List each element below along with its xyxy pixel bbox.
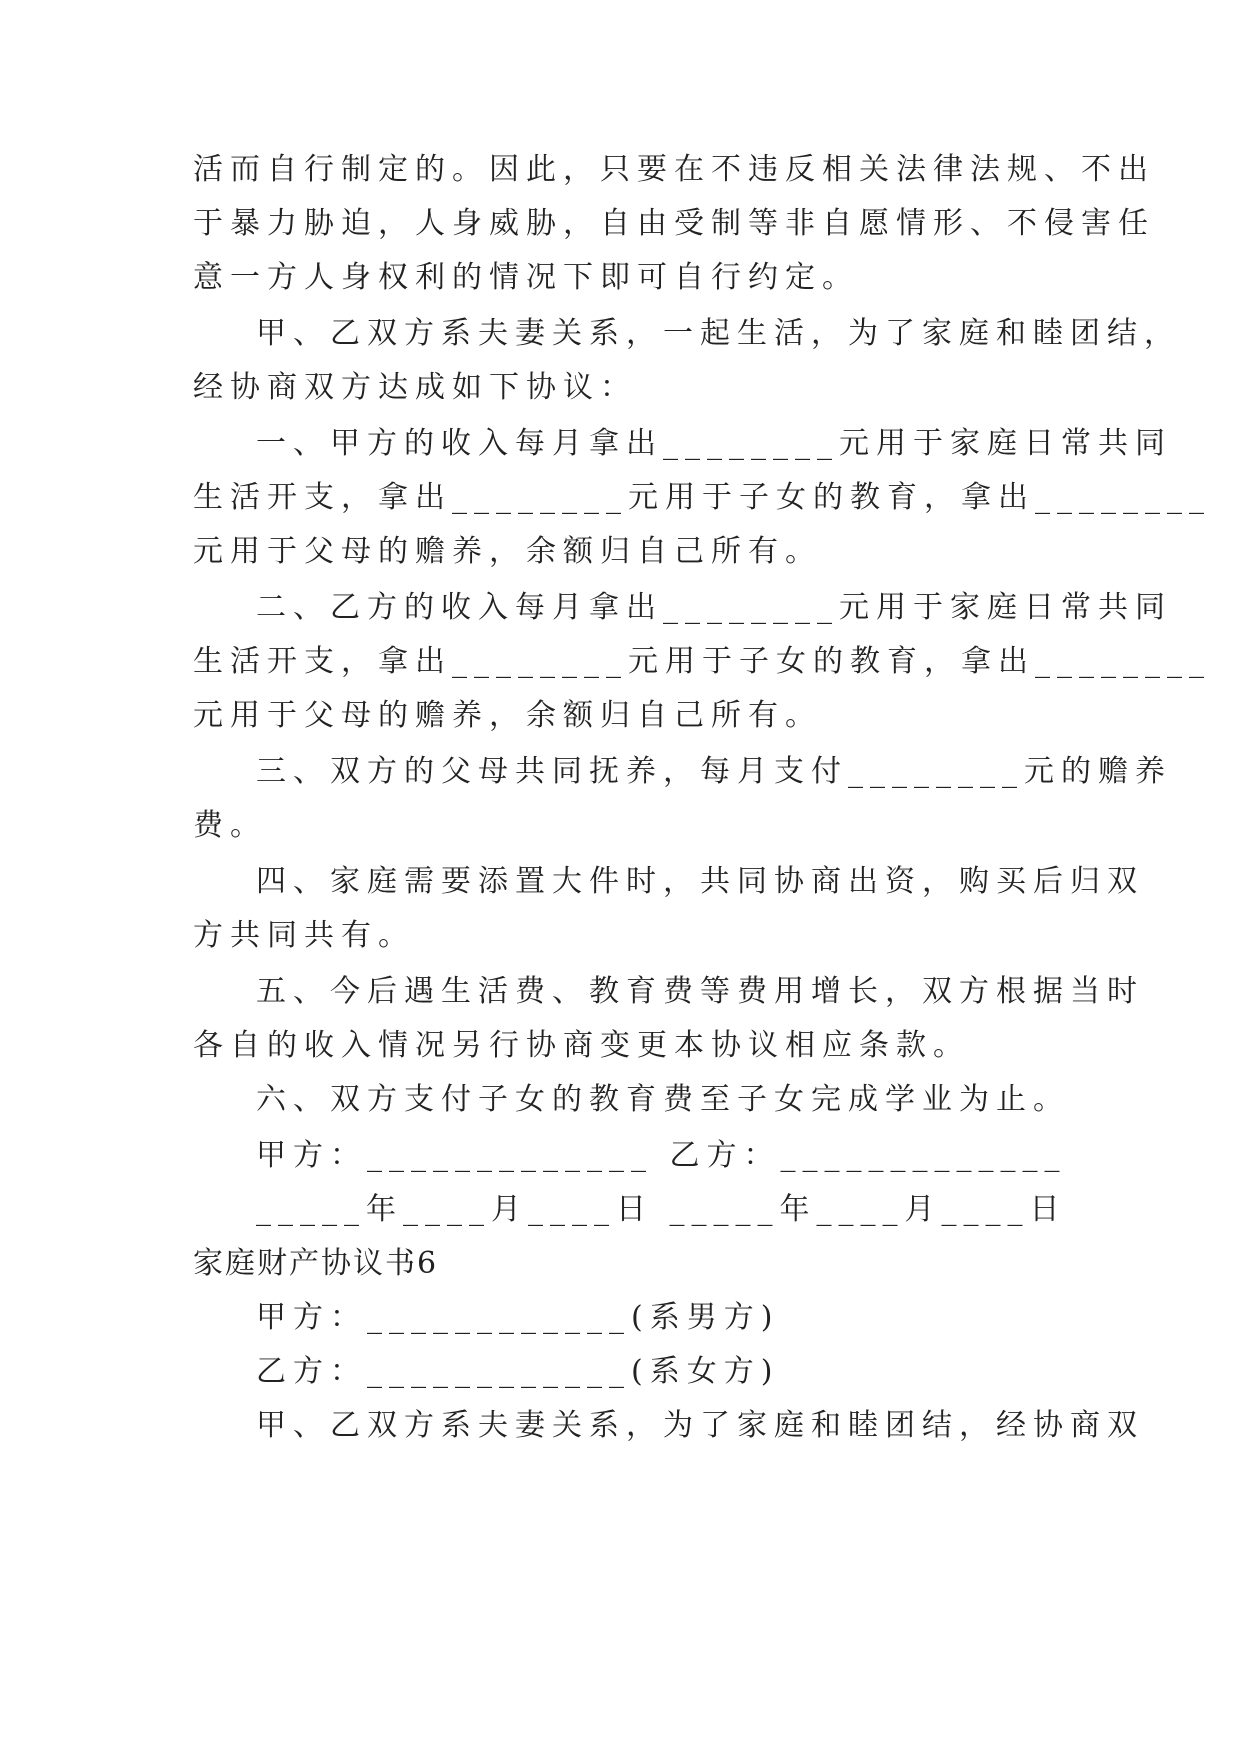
text-line: 经协商双方达成如下协议： [193, 370, 637, 405]
signature-line: 甲方：_____________ 乙方：_____________ [256, 1138, 1067, 1173]
clause-1-line-3: 元用于父母的赡养，余额归自己所有。 [193, 534, 822, 569]
text-line: 于暴力胁迫，人身威胁，自由受制等非自愿情形、不侵害任 [193, 206, 1155, 241]
clause-3-line-1: 三、双方的父母共同抚养，每月支付________元的赡养 [256, 754, 1172, 789]
section-heading: 家庭财产协议书6 [193, 1246, 439, 1281]
clause-1-line-1: 一、甲方的收入每月拿出________元用于家庭日常共同 [256, 426, 1172, 461]
text-line: 意一方人身权利的情况下即可自行约定。 [193, 260, 859, 295]
text-line: 活而自行制定的。因此，只要在不违反相关法律法规、不出 [193, 152, 1155, 187]
paragraph-first-line: 甲、乙双方系夫妻关系，为了家庭和睦团结，经协商双 [256, 1408, 1144, 1443]
clause-2-line-2: 生活开支，拿出________元用于子女的教育，拿出________ [193, 644, 1211, 679]
party-a-line: 甲方：____________(系男方) [256, 1300, 780, 1335]
clause-5-line-1: 五、今后遇生活费、教育费等费用增长，双方根据当时 [256, 974, 1144, 1009]
clause-4-line-2: 方共同共有。 [193, 918, 415, 953]
party-b-line: 乙方：____________(系女方) [256, 1354, 780, 1389]
clause-4-line-1: 四、家庭需要添置大件时，共同协商出资，购买后归双 [256, 864, 1144, 899]
clause-3-line-2: 费。 [193, 808, 267, 843]
paragraph-first-line: 甲、乙双方系夫妻关系，一起生活，为了家庭和睦团结， [256, 316, 1181, 351]
clause-6-line: 六、双方支付子女的教育费至子女完成学业为止。 [256, 1082, 1070, 1117]
clause-5-line-2: 各自的收入情况另行协商变更本协议相应条款。 [193, 1028, 970, 1063]
date-line: _____年____月____日 _____年____月____日 [256, 1192, 1067, 1227]
clause-1-line-2: 生活开支，拿出________元用于子女的教育，拿出________ [193, 480, 1211, 515]
clause-2-line-3: 元用于父母的赡养，余额归自己所有。 [193, 698, 822, 733]
clause-2-line-1: 二、乙方的收入每月拿出________元用于家庭日常共同 [256, 590, 1172, 625]
